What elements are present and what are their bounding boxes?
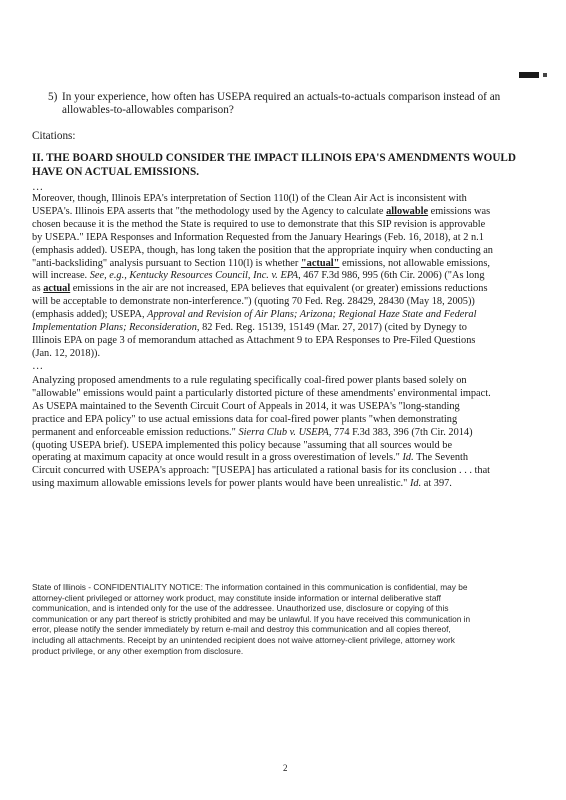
notice-line: error, please notify the sender immediately by return e-mail and destroy this communication and all copies thereof, <box>32 624 451 635</box>
paragraph-1 <box>32 193 542 361</box>
notice-line: including all attachments. Receipt by an unintended recipient does not waive attorney-client privilege, attorney work <box>32 634 455 645</box>
case-citation: See, e.g., Kentucky Resources Council, Inc. v. EPA <box>89 270 299 282</box>
para2-line <box>32 452 542 465</box>
ellipsis-2: … <box>32 360 44 372</box>
notice-line: communication, and is intended only for the use of the addressee. Unauthorized use, disclosure or copying of this <box>32 603 449 614</box>
question-number: 5) <box>48 91 58 103</box>
para1-line <box>32 309 542 322</box>
text-run: emissions in the air are not increased, EPA believes that equivalent (or greater) emissions reductions <box>70 283 488 295</box>
para1-line <box>32 322 542 335</box>
para2-line: practice and EPA policy" to use actual emissions data for coal-fired power plants "when demonstrating <box>32 413 458 425</box>
para1-line: (Jan. 12, 2018)). <box>32 347 101 359</box>
text-run: , 467 F.3d 986, 995 (6th Cir. 2006) ("As long <box>298 270 485 282</box>
text-run: , 82 Fed. Reg. 15139, 15149 (Mar. 27, 2017) (cited by Dynegy to <box>196 322 467 334</box>
notice-line: attorney-client privileged or attorney work product, may constitute inside information or internal deliberative staff <box>32 592 441 603</box>
id-citation: Id. <box>402 452 414 464</box>
text-run: emissions was <box>428 205 491 217</box>
text-run: emissions, not allowable emissions, <box>339 257 490 269</box>
para2-line: "allowable" emissions would paint a particularly distorted picture of these amendments' environmental impact. <box>32 387 491 399</box>
text-run: as <box>32 283 44 295</box>
text-run: using maximum allowable emissions levels for power plants would have been unrealistic." <box>32 478 410 490</box>
case-citation: Sierra Club v. USEPA <box>238 426 329 438</box>
para1-line: Illinois EPA on page 3 of memorandum attached as Attachment 9 to EPA Responses to Pre-Filed Questions <box>32 334 476 346</box>
text-run: will increase. <box>32 270 90 282</box>
para1-line <box>32 270 542 283</box>
para2-line: Circuit concurred with USEPA's approach: "[USEPA] has articulated a rational basis for its conclusion . . . that <box>32 465 491 477</box>
text-run: The Seventh <box>413 452 469 464</box>
scan-mark-dot <box>543 73 547 77</box>
text-run: at 397. <box>421 478 452 490</box>
rule-title: Approval and Revision of Air Plans; Arizona; Regional Haze State and Federal <box>147 309 477 321</box>
para1-line: (emphasis added). USEPA, though, has long taken the position that the appropriate inquiry when conducting an <box>32 244 493 256</box>
id-citation: Id. <box>409 478 422 490</box>
para1-line: will be acceptable to demonstrate non-interference.") (quoting 70 Fed. Reg. 28429, 28430 (May 18, 2005)) <box>32 296 475 308</box>
question-5 <box>48 91 528 117</box>
para2-line: Analyzing proposed amendments to a rule regulating specifically coal-fired power plants based solely on <box>32 375 467 386</box>
confidentiality-notice <box>32 582 542 656</box>
ellipsis-1: … <box>32 181 44 193</box>
text-run: , 774 F.3d 383, 396 (7th Cir. 2014) <box>328 426 473 438</box>
question-text: In your experience, how often has USEPA required an actuals-to-actuals comparison instead of an allowables-to-allowables comparison? <box>62 91 501 116</box>
notice-line: product privilege, or any other exemption from disclosure. <box>32 645 244 656</box>
notice-line: communication or any part thereof is strictly prohibited and may be unlawful. If you have received this communication in <box>32 613 471 624</box>
para1-line: chosen because it is the method the State is required to use to demonstrate that this SIP revision is approvable <box>32 218 486 230</box>
text-run: operating at maximum capacity at once would result in a gross overestimation of levels." <box>32 452 403 464</box>
para1-line <box>32 258 542 271</box>
para1-line <box>32 283 542 296</box>
rule-title-cont: Implementation Plans; Reconsideration <box>32 322 197 334</box>
section-heading: II. THE BOARD SHOULD CONSIDER THE IMPACT ILLINOIS EPA'S AMENDMENTS WOULD HAVE ON ACTUAL EMISSIONS. <box>32 152 516 178</box>
paragraph-2 <box>32 375 542 491</box>
para2-line <box>32 427 542 440</box>
para1-line <box>32 206 542 219</box>
para2-line: As USEPA maintained to the Seventh Circuit Court of Appeals in 2014, it was USEPA's "long-standing <box>32 400 460 412</box>
emphasis-actual-2: actual <box>43 283 71 295</box>
text-run: (emphasis added); USEPA, <box>32 309 148 321</box>
text-run: "anti-backsliding" analysis pursuant to Section 110(l) is whether <box>32 257 301 269</box>
scan-mark <box>519 72 539 78</box>
text-run: permanent and enforceable emission reductions." <box>32 426 239 438</box>
para2-line <box>32 478 542 491</box>
page-number: 2 <box>283 763 288 773</box>
para1-line: Moreover, though, Illinois EPA's interpretation of Section 110(l) of the Clean Air Act is inconsistent with <box>32 193 467 204</box>
emphasis-allowable: allowable <box>386 205 429 217</box>
text-run: USEPA's. Illinois EPA asserts that "the methodology used by the Agency to calculate <box>32 205 387 217</box>
notice-line: State of Illinois - CONFIDENTIALITY NOTICE: The information contained in this communication is confidential, may be <box>32 582 468 592</box>
para2-line: (quoting USEPA brief). USEPA implemented this policy because "assuming that all sources would be <box>32 439 453 451</box>
citations-label: Citations: <box>32 130 76 142</box>
para1-line: by USEPA." IEPA Responses and Information Requested from the January Hearings (Feb. 16, 2018), at 2 n.1 <box>32 231 484 243</box>
emphasis-actual: "actual" <box>300 257 340 269</box>
